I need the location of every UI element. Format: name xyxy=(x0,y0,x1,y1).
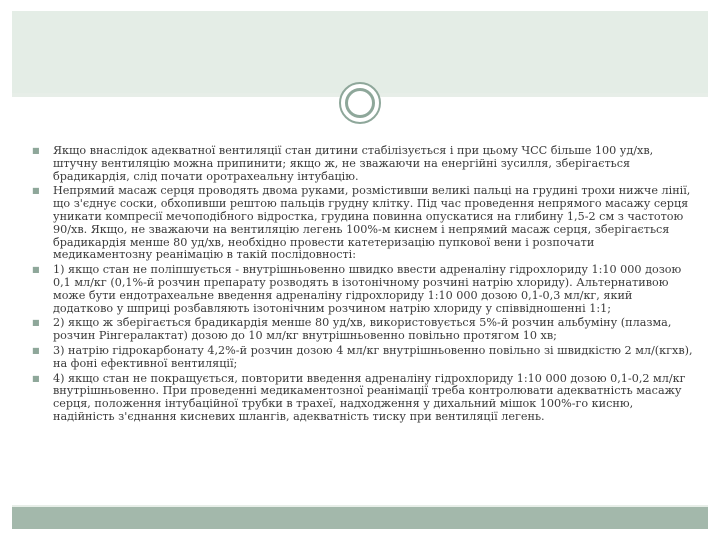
bullet-text: Непрямий масаж серця проводять двома руками, розмістивши великі пальці на грудині трохи нижче лінії, що з'єднує соски, обхопивши рештою пальців грудну клітку. Під час проведення непрямого масажу серця уникати компресії мечоподібного відростка, грудина повинна опускатися на глибину 1,5-2 см з частотою 90/хв. Якщо, не зважаючи на вентиляцію легень 100%-м киснем і непрямий масаж серця, зберігається брадикардія менше 80 уд/хв, необхідно провести катетеризацію пупкової вени і розпочати медикаментозну реанімацію в такій послідовності: xyxy=(53,184,691,262)
bullet-text: 2) якщо ж зберігається брадикардія менше 80 уд/хв, використовується 5%-й розчин альбуміну (плазма, розчин Рінгералактат) дозою до 10 мл/кг внутрішньовенно повільно протягом 10 хв; xyxy=(53,316,672,343)
ornament-inner-ring xyxy=(345,88,375,118)
content-area xyxy=(12,99,708,505)
list-item xyxy=(22,145,696,183)
square-bullet-icon: ■ xyxy=(32,345,40,355)
footer-bar xyxy=(12,507,708,529)
list-item xyxy=(22,345,696,371)
list-item xyxy=(22,185,696,262)
list-item xyxy=(22,373,696,424)
square-bullet-icon: ■ xyxy=(32,186,40,196)
slide xyxy=(12,11,708,529)
list-item xyxy=(22,264,696,315)
bullet-list xyxy=(22,145,696,426)
double-circle-ornament-icon xyxy=(339,82,381,124)
bullet-text: Якщо внаслідок адекватної вентиляції стан дитини стабілізується і при цьому ЧСС більше 100 уд/хв, штучну вентиляцію можна припинити; якщо ж, не зважаючи на енергійні зусилля, зберігається брадикардія, слід почати оротрахеальну інтубацію. xyxy=(53,144,654,183)
bullet-text: 4) якщо стан не покращується, повторити введення адреналіну гідрохлориду 1:10 000 дозою 0,1-0,2 мл/кг внутрішньовенно. При проведенні медикаментозної реанімації треба контролювати адекватність масажу серця, положення інтубаційної трубки в трахеї, надходження у дихальний мішок 100%-го кисню, надійність з'єднання кисневих шлангів, адекватність тиску при вентиляції легень. xyxy=(53,371,686,423)
title-panel-fill xyxy=(12,11,708,93)
bullet-text: 3) натрію гідрокарбонату 4,2%-й розчин дозою 4 мл/кг внутрішньовенно повільно зі швидкістю 2 мл/(кгхв), на фоні ефективної вентиляції; xyxy=(53,343,693,370)
square-bullet-icon: ■ xyxy=(32,146,40,155)
square-bullet-icon: ■ xyxy=(32,265,40,275)
square-bullet-icon: ■ xyxy=(32,373,40,383)
square-bullet-icon: ■ xyxy=(32,318,40,328)
bullet-text: 1) якщо стан не поліпшується - внутрішньовенно швидко ввести адреналіну гідрохлориду 1:10 000 дозою 0,1 мл/кг (0,1%-й розчин препарату розводять в ізотонічному розчині натрію хлориду). Альтернативою може бути ендотрахеальне введення адреналіну гідрохлориду 1:10 000 дозою 0,1-0,3 мл/кг, який додатково у шприці розбавляють ізотонічним розчином натрію хлориду у співвідношенні 1:1; xyxy=(53,263,682,315)
list-item xyxy=(22,317,696,343)
